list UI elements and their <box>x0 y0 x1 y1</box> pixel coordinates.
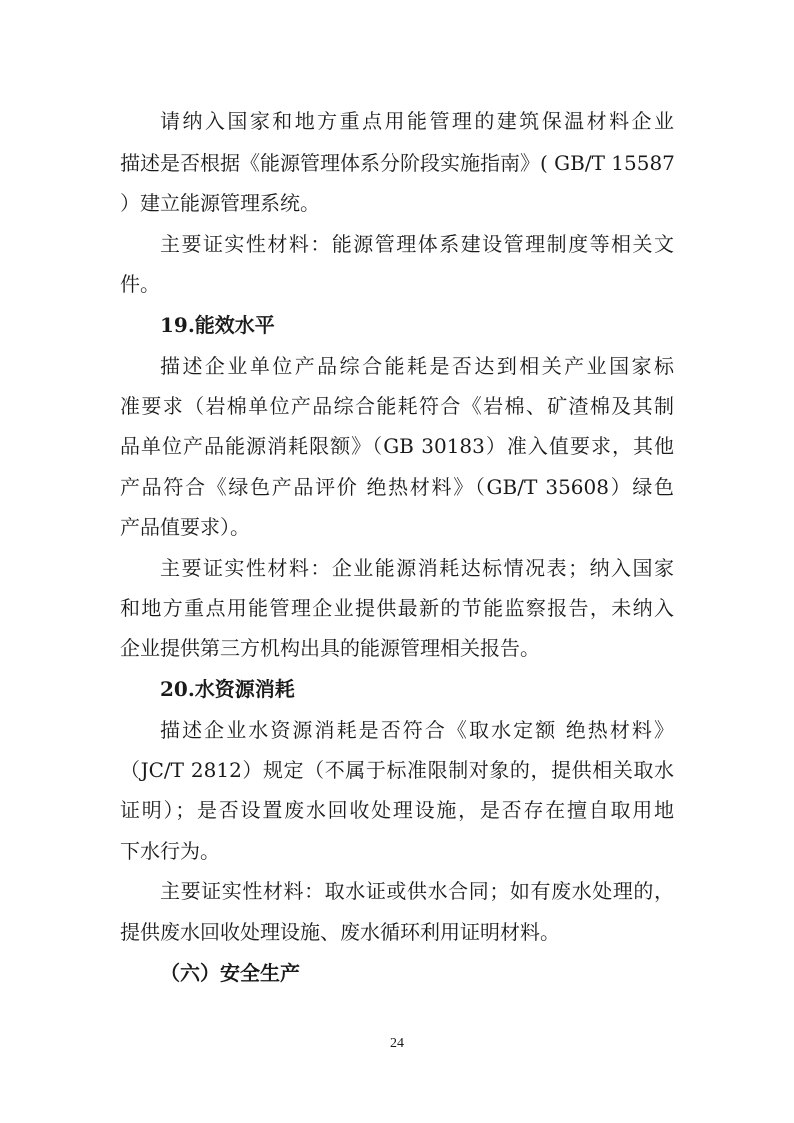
paragraph-line: 请纳入国家和地方重点用能管理的建筑保温材料企业 <box>160 109 674 133</box>
paragraph-line: 描述是否根据《能源管理体系分阶段实施指南》( GB/T 15587 <box>120 151 675 175</box>
section-heading: （六）安全生产 <box>160 961 300 985</box>
section-heading: 19.能效水平 <box>160 313 275 337</box>
paragraph-line: 产品值要求）。 <box>120 515 250 539</box>
paragraph-line: 提供废水回收处理设施、废水循环利用证明材料。 <box>120 920 560 944</box>
paragraph-line: 品单位产品能源消耗限额》（GB 30183）准入值要求，其他 <box>120 434 674 458</box>
paragraph-line: 准要求（岩棉单位产品综合能耗符合《岩棉、矿渣棉及其制 <box>120 394 674 418</box>
paragraph-line: 下水行为。 <box>120 839 220 863</box>
paragraph-line: 和地方重点用能管理企业提供最新的节能监察报告，未纳入 <box>120 596 674 620</box>
paragraph-line: 主要证实性材料：能源管理体系建设管理制度等相关文 <box>160 232 674 256</box>
section-heading: 20.水资源消耗 <box>160 677 295 701</box>
paragraph-line: 企业提供第三方机构出具的能源管理相关报告。 <box>120 636 540 660</box>
paragraph-line: 证明）；是否设置废水回收处理设施，是否存在擅自取用地 <box>120 798 674 822</box>
paragraph-line: 产品符合《绿色产品评价 绝热材料》（GB/T 35608）绿色 <box>120 475 674 499</box>
paragraph-line: 件。 <box>120 272 160 296</box>
paragraph-line: 描述企业水资源消耗是否符合《取水定额 绝热材料》 <box>160 718 674 742</box>
paragraph-line: （JC/T 2812）规定（不属于标准限制对象的，提供相关取水 <box>120 758 674 782</box>
paragraph-line: ）建立能源管理系统。 <box>120 191 320 215</box>
page-number: 24 <box>390 1036 404 1051</box>
paragraph-line: 主要证实性材料：取水证或供水合同；如有废水处理的， <box>160 879 674 903</box>
paragraph-line: 描述企业单位产品综合能耗是否达到相关产业国家标 <box>160 354 674 378</box>
paragraph-line: 主要证实性材料：企业能源消耗达标情况表；纳入国家 <box>160 556 674 580</box>
